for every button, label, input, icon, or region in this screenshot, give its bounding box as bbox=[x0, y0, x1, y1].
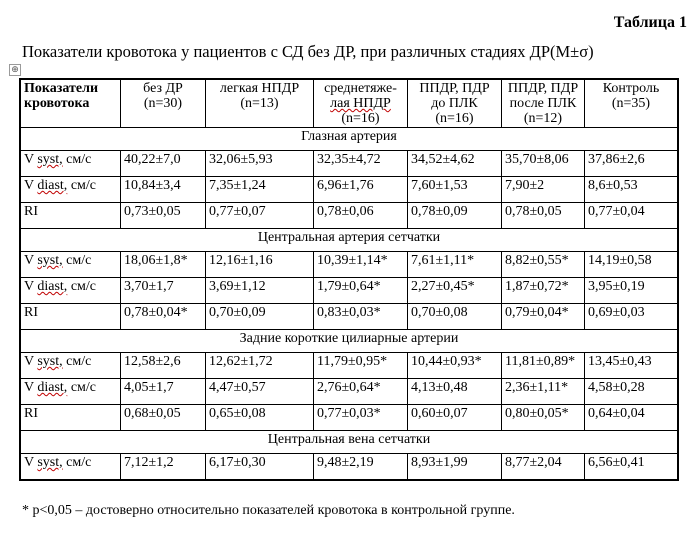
param-cell[interactable] bbox=[21, 177, 121, 203]
value-cell[interactable]: 0,77±0,04 bbox=[585, 203, 678, 229]
value-cell[interactable]: 1,87±0,72* bbox=[502, 278, 585, 304]
value-cell[interactable]: 2,27±0,45* bbox=[408, 278, 502, 304]
param-unit: см/с bbox=[67, 279, 96, 294]
table-move-handle-icon[interactable]: ⊕ bbox=[9, 64, 21, 76]
header-cell[interactable]: среднетяже- лая НПДР (n=16) bbox=[314, 80, 408, 128]
section-title[interactable]: Центральная вена сетчатки bbox=[21, 431, 678, 454]
param-name: V bbox=[24, 455, 38, 470]
header-param-cell[interactable]: Показатели кровотока bbox=[21, 80, 121, 128]
value-cell[interactable]: 7,60±1,53 bbox=[408, 177, 502, 203]
value-cell[interactable]: 6,17±0,30 bbox=[206, 454, 314, 480]
param-cell[interactable] bbox=[21, 454, 121, 480]
table-row bbox=[21, 203, 678, 229]
section-row bbox=[21, 229, 678, 252]
value-cell[interactable]: 0,60±0,07 bbox=[408, 405, 502, 431]
value-cell[interactable]: 4,47±0,57 bbox=[206, 379, 314, 405]
header-cell[interactable]: Контроль (n=35) bbox=[585, 80, 678, 128]
value-cell[interactable]: 0,77±0,03* bbox=[314, 405, 408, 431]
value-cell[interactable]: 0,65±0,08 bbox=[206, 405, 314, 431]
param-name: V bbox=[24, 354, 38, 369]
value-cell[interactable]: 8,77±2,04 bbox=[502, 454, 585, 480]
table-row bbox=[21, 454, 678, 480]
header-cell[interactable]: ППДР, ПДР до ПЛК (n=16) bbox=[408, 80, 502, 128]
section-row bbox=[21, 330, 678, 353]
value-cell[interactable]: 0,70±0,09 bbox=[206, 304, 314, 330]
param-cell[interactable] bbox=[21, 252, 121, 278]
table-row bbox=[21, 278, 678, 304]
table-row bbox=[21, 304, 678, 330]
param-unit: см/с bbox=[62, 455, 92, 470]
header-row bbox=[21, 80, 678, 128]
param-unit: см/с bbox=[62, 253, 92, 268]
value-cell[interactable]: 0,69±0,03 bbox=[585, 304, 678, 330]
param-subscript: diast, bbox=[37, 279, 68, 294]
value-cell[interactable]: 37,86±2,6 bbox=[585, 151, 678, 177]
blood-flow-table bbox=[20, 79, 678, 480]
param-name: V bbox=[24, 380, 38, 395]
value-cell[interactable]: 35,70±8,06 bbox=[502, 151, 585, 177]
section-title[interactable]: Центральная артерия сетчатки bbox=[21, 229, 678, 252]
value-cell[interactable]: 7,90±2 bbox=[502, 177, 585, 203]
table-row bbox=[21, 177, 678, 203]
param-subscript: diast, bbox=[37, 178, 68, 193]
value-cell[interactable]: 0,78±0,04* bbox=[121, 304, 206, 330]
section-row bbox=[21, 128, 678, 151]
param-subscript: syst, bbox=[37, 354, 63, 369]
param-name: V bbox=[24, 279, 38, 294]
value-cell[interactable]: 8,6±0,53 bbox=[585, 177, 678, 203]
param-cell[interactable]: RI bbox=[21, 405, 121, 431]
footnote: * p<0,05 – достоверно относительно показателей кровотока в контрольной группе. bbox=[22, 503, 515, 518]
param-name: V bbox=[24, 178, 38, 193]
value-cell[interactable]: 1,79±0,64* bbox=[314, 278, 408, 304]
param-unit: см/с bbox=[67, 380, 96, 395]
value-cell[interactable]: 3,95±0,19 bbox=[585, 278, 678, 304]
section-title[interactable]: Глазная артерия bbox=[21, 128, 678, 151]
value-cell[interactable]: 2,76±0,64* bbox=[314, 379, 408, 405]
value-cell[interactable]: 4,13±0,48 bbox=[408, 379, 502, 405]
value-cell[interactable]: 7,12±1,2 bbox=[121, 454, 206, 480]
value-cell[interactable]: 0,83±0,03* bbox=[314, 304, 408, 330]
header-cell[interactable]: без ДР (n=30) bbox=[121, 80, 206, 128]
param-cell[interactable] bbox=[21, 353, 121, 379]
value-cell[interactable]: 4,05±1,7 bbox=[121, 379, 206, 405]
value-cell[interactable]: 0,73±0,05 bbox=[121, 203, 206, 229]
param-subscript: syst, bbox=[37, 455, 63, 470]
param-subscript: syst, bbox=[37, 253, 63, 268]
param-unit: см/с bbox=[62, 152, 92, 167]
table-number: Таблица 1 bbox=[613, 14, 687, 31]
value-cell[interactable]: 7,35±1,24 bbox=[206, 177, 314, 203]
table-caption: Показатели кровотока у пациентов с СД без ДР, при различных стадиях ДР(M±σ) bbox=[22, 42, 594, 61]
table-row bbox=[21, 252, 678, 278]
value-cell[interactable]: 0,79±0,04* bbox=[502, 304, 585, 330]
param-subscript: syst, bbox=[37, 152, 63, 167]
value-cell[interactable]: 32,06±5,93 bbox=[206, 151, 314, 177]
value-cell[interactable]: 14,19±0,58 bbox=[585, 252, 678, 278]
param-cell[interactable] bbox=[21, 151, 121, 177]
value-cell[interactable]: 0,77±0,07 bbox=[206, 203, 314, 229]
value-cell[interactable]: 10,39±1,14* bbox=[314, 252, 408, 278]
table-row bbox=[21, 379, 678, 405]
value-cell[interactable]: 0,78±0,06 bbox=[314, 203, 408, 229]
value-cell[interactable]: 3,69±1,12 bbox=[206, 278, 314, 304]
value-cell[interactable]: 34,52±4,62 bbox=[408, 151, 502, 177]
table-row bbox=[21, 353, 678, 379]
value-cell[interactable]: 6,96±1,76 bbox=[314, 177, 408, 203]
table-row bbox=[21, 151, 678, 177]
param-unit: см/с bbox=[62, 354, 92, 369]
value-cell[interactable]: 10,44±0,93* bbox=[408, 353, 502, 379]
param-name: V bbox=[24, 253, 38, 268]
value-cell[interactable]: 0,70±0,08 bbox=[408, 304, 502, 330]
value-cell[interactable]: 8,82±0,55* bbox=[502, 252, 585, 278]
value-cell[interactable]: 9,48±2,19 bbox=[314, 454, 408, 480]
header-cell[interactable]: ППДР, ПДР после ПЛК (n=12) bbox=[502, 80, 585, 128]
value-cell[interactable]: 40,22±7,0 bbox=[121, 151, 206, 177]
section-title[interactable]: Задние короткие цилиарные артерии bbox=[21, 330, 678, 353]
value-cell[interactable]: 11,81±0,89* bbox=[502, 353, 585, 379]
value-cell[interactable]: 12,58±2,6 bbox=[121, 353, 206, 379]
value-cell[interactable]: 0,80±0,05* bbox=[502, 405, 585, 431]
param-subscript: diast, bbox=[37, 380, 68, 395]
value-cell[interactable]: 10,84±3,4 bbox=[121, 177, 206, 203]
value-cell[interactable]: 12,62±1,72 bbox=[206, 353, 314, 379]
value-cell[interactable]: 4,58±0,28 bbox=[585, 379, 678, 405]
value-cell[interactable]: 18,06±1,8* bbox=[121, 252, 206, 278]
param-cell[interactable]: RI bbox=[21, 304, 121, 330]
value-cell[interactable]: 11,79±0,95* bbox=[314, 353, 408, 379]
section-row bbox=[21, 431, 678, 454]
value-cell[interactable]: 8,93±1,99 bbox=[408, 454, 502, 480]
table-row bbox=[21, 405, 678, 431]
header-cell[interactable]: легкая НПДР (n=13) bbox=[206, 80, 314, 128]
table-body bbox=[21, 128, 678, 480]
value-cell[interactable]: 0,78±0,05 bbox=[502, 203, 585, 229]
value-cell[interactable]: 7,61±1,11* bbox=[408, 252, 502, 278]
value-cell[interactable]: 13,45±0,43 bbox=[585, 353, 678, 379]
param-unit: см/с bbox=[67, 178, 96, 193]
param-cell[interactable]: RI bbox=[21, 203, 121, 229]
param-name: V bbox=[24, 152, 38, 167]
value-cell[interactable]: 32,35±4,72 bbox=[314, 151, 408, 177]
param-cell[interactable] bbox=[21, 278, 121, 304]
value-cell[interactable]: 3,70±1,7 bbox=[121, 278, 206, 304]
value-cell[interactable]: 0,64±0,04 bbox=[585, 405, 678, 431]
value-cell[interactable]: 0,78±0,09 bbox=[408, 203, 502, 229]
value-cell[interactable]: 12,16±1,16 bbox=[206, 252, 314, 278]
value-cell[interactable]: 6,56±0,41 bbox=[585, 454, 678, 480]
value-cell[interactable]: 2,36±1,11* bbox=[502, 379, 585, 405]
value-cell[interactable]: 0,68±0,05 bbox=[121, 405, 206, 431]
param-cell[interactable] bbox=[21, 379, 121, 405]
